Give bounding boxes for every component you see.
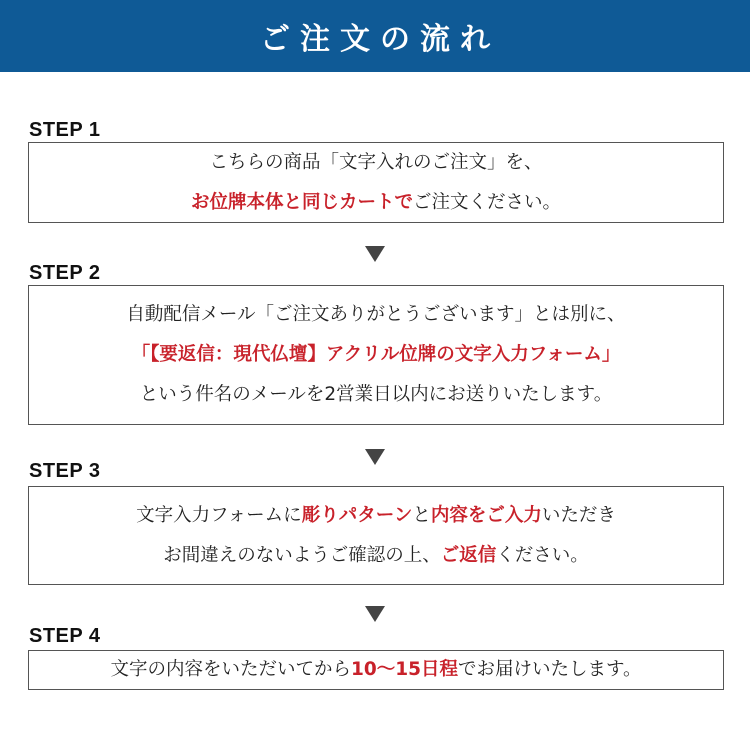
step-2-line-3 — [140, 375, 612, 415]
step-1-line-1 — [209, 143, 542, 183]
text-segment: こちらの商品「文字入れのご注文」を、 — [209, 151, 543, 173]
step-2-line-1 — [126, 295, 625, 335]
step-4-label: STEP 4 — [29, 625, 101, 647]
text-segment: お間違えのないようご確認の上、 — [163, 544, 441, 566]
text-segment: と — [412, 504, 431, 526]
text-segment: ご注文ください。 — [413, 191, 562, 213]
text-segment: 自動配信メール「ご注文ありがとうございます」とは別に、 — [126, 304, 626, 325]
page-header — [0, 0, 750, 72]
step-3-label: STEP 3 — [29, 460, 101, 482]
highlight-text: 内容をご入力 — [430, 504, 542, 526]
step-4-line-1 — [110, 650, 641, 690]
step-2-line-2 — [132, 335, 621, 375]
step-1-line-2 — [191, 183, 561, 223]
step-2-box — [28, 285, 724, 425]
down-triangle-icon — [365, 246, 385, 262]
text-segment: でお届けいたします。 — [457, 659, 642, 680]
step-4-box — [28, 650, 724, 690]
highlight-text: 「【要返信：現代仏壇】アクリル位牌の文字入力フォーム」 — [131, 344, 621, 365]
step-1-box — [28, 142, 724, 223]
page-title: ご注文の流れ — [260, 22, 500, 57]
text-segment: いただき — [541, 504, 616, 526]
text-segment: 文字の内容をいただいてから — [110, 659, 351, 680]
step-3-box — [28, 486, 724, 585]
highlight-text: 10〜15日程 — [350, 659, 458, 680]
step-3-line-1 — [136, 496, 616, 536]
step-1-label: STEP 1 — [29, 119, 101, 141]
text-segment: 文字入力フォームに — [136, 504, 302, 526]
step-2-label: STEP 2 — [29, 262, 101, 284]
highlight-text: お位牌本体と同じカートで — [190, 191, 413, 213]
highlight-text: 彫りパターン — [301, 504, 413, 526]
text-segment: ください。 — [496, 544, 589, 566]
text-segment: という件名のメールを2営業日以内にお送りいたします。 — [139, 384, 613, 405]
down-triangle-icon — [365, 449, 385, 465]
highlight-text: ご返信 — [440, 544, 497, 566]
step-3-line-2 — [163, 536, 589, 576]
down-triangle-icon — [365, 606, 385, 622]
